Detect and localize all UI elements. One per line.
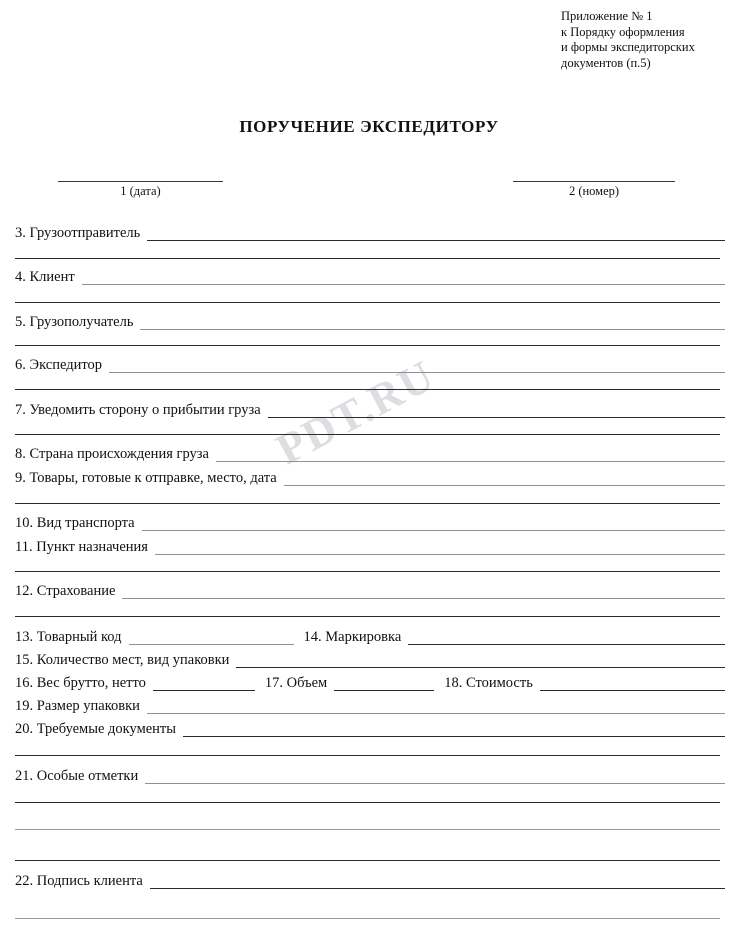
document-title: ПОРУЧЕНИЕ ЭКСПЕДИТОРУ [239, 117, 499, 136]
field-row-19 [15, 694, 725, 714]
field-input-14[interactable] [408, 630, 725, 645]
field-label-18: 18. Стоимость [444, 675, 533, 691]
field-label-5: 5. Грузополучатель [15, 314, 134, 330]
field-input-22[interactable] [150, 874, 725, 889]
field-row-9 [15, 466, 725, 486]
field-label-11: 11. Пункт назначения [15, 539, 148, 555]
field-row-7 [15, 398, 725, 418]
field-row-22 [15, 869, 725, 889]
number-field-block [513, 181, 675, 199]
field-input-9[interactable] [284, 471, 725, 486]
field-input-5[interactable] [140, 315, 725, 330]
field-row-11 [15, 535, 725, 555]
appendix-note-line-2: к Порядку оформления [561, 24, 685, 39]
field-label-13: 13. Товарный код [15, 629, 122, 645]
field-continuation-22[interactable] [15, 918, 720, 919]
field-label-8: 8. Страна происхождения груза [15, 446, 209, 462]
field-label-22: 22. Подпись клиента [15, 873, 143, 889]
field-row-15 [15, 648, 725, 668]
field-input-21[interactable] [145, 769, 725, 784]
field-row-8 [15, 442, 725, 462]
field-input-15[interactable] [236, 653, 725, 668]
field-input-17[interactable] [334, 676, 434, 691]
field-label-15: 15. Количество мест, вид упаковки [15, 652, 230, 668]
number-field-caption: 2 (номер) [568, 184, 620, 198]
field-input-11[interactable] [155, 540, 725, 555]
field-continuation-6[interactable] [15, 389, 720, 390]
appendix-note-line-1: Приложение № 1 [561, 9, 653, 23]
field-row-21 [15, 764, 725, 784]
appendix-note-line-4: документов (п.5) [561, 55, 651, 70]
field-row-12 [15, 579, 725, 599]
field-input-16[interactable] [153, 676, 255, 691]
field-label-14: 14. Маркировка [303, 629, 402, 645]
field-input-3[interactable] [147, 226, 725, 241]
field-continuation-21-line-3[interactable] [15, 860, 720, 861]
field-label-19: 19. Размер упаковки [15, 698, 140, 714]
field-input-20[interactable] [183, 722, 725, 737]
field-continuation-12[interactable] [15, 616, 720, 617]
date-field-caption: 1 (дата) [120, 184, 161, 198]
field-row-16-17-18 [15, 671, 725, 691]
field-label-3: 3. Грузоотправитель [15, 225, 141, 241]
field-continuation-3[interactable] [15, 258, 720, 259]
field-row-10 [15, 511, 725, 531]
field-label-16: 16. Вес брутто, нетто [15, 675, 146, 691]
field-input-12[interactable] [122, 584, 725, 599]
field-continuation-21-line-1[interactable] [15, 802, 720, 803]
field-row-3 [15, 221, 725, 241]
field-input-7[interactable] [268, 403, 725, 418]
field-input-10[interactable] [142, 516, 725, 531]
field-label-20: 20. Требуемые документы [15, 721, 177, 737]
field-label-6: 6. Экспедитор [15, 357, 102, 373]
field-label-7: 7. Уведомить сторону о прибытии груза [15, 402, 261, 418]
field-continuation-7[interactable] [15, 434, 720, 435]
field-row-4 [15, 265, 725, 285]
field-input-8[interactable] [216, 447, 725, 462]
field-label-12: 12. Страхование [15, 583, 116, 599]
field-label-17: 17. Объем [264, 675, 328, 691]
field-continuation-21-line-2[interactable] [15, 829, 720, 830]
field-label-9: 9. Товары, готовые к отправке, место, дата [15, 470, 277, 486]
field-input-19[interactable] [147, 699, 725, 714]
appendix-note [561, 9, 695, 71]
field-label-10: 10. Вид транспорта [15, 515, 135, 531]
field-row-20 [15, 717, 725, 737]
field-row-5 [15, 310, 725, 330]
field-continuation-11[interactable] [15, 571, 720, 572]
field-input-13[interactable] [129, 630, 294, 645]
date-field-block [58, 181, 223, 199]
field-label-21: 21. Особые отметки [15, 768, 139, 784]
field-label-4: 4. Клиент [15, 269, 75, 285]
field-continuation-20[interactable] [15, 755, 720, 756]
field-input-6[interactable] [109, 358, 725, 373]
field-continuation-5[interactable] [15, 345, 720, 346]
field-row-13-14 [15, 625, 725, 645]
field-input-18[interactable] [540, 676, 725, 691]
field-continuation-9[interactable] [15, 503, 720, 504]
field-input-4[interactable] [82, 270, 725, 285]
watermark-text: PDT.RU [268, 350, 443, 475]
field-row-6 [15, 353, 725, 373]
field-continuation-4[interactable] [15, 302, 720, 303]
appendix-note-line-3: и формы экспедиторских [561, 40, 695, 54]
